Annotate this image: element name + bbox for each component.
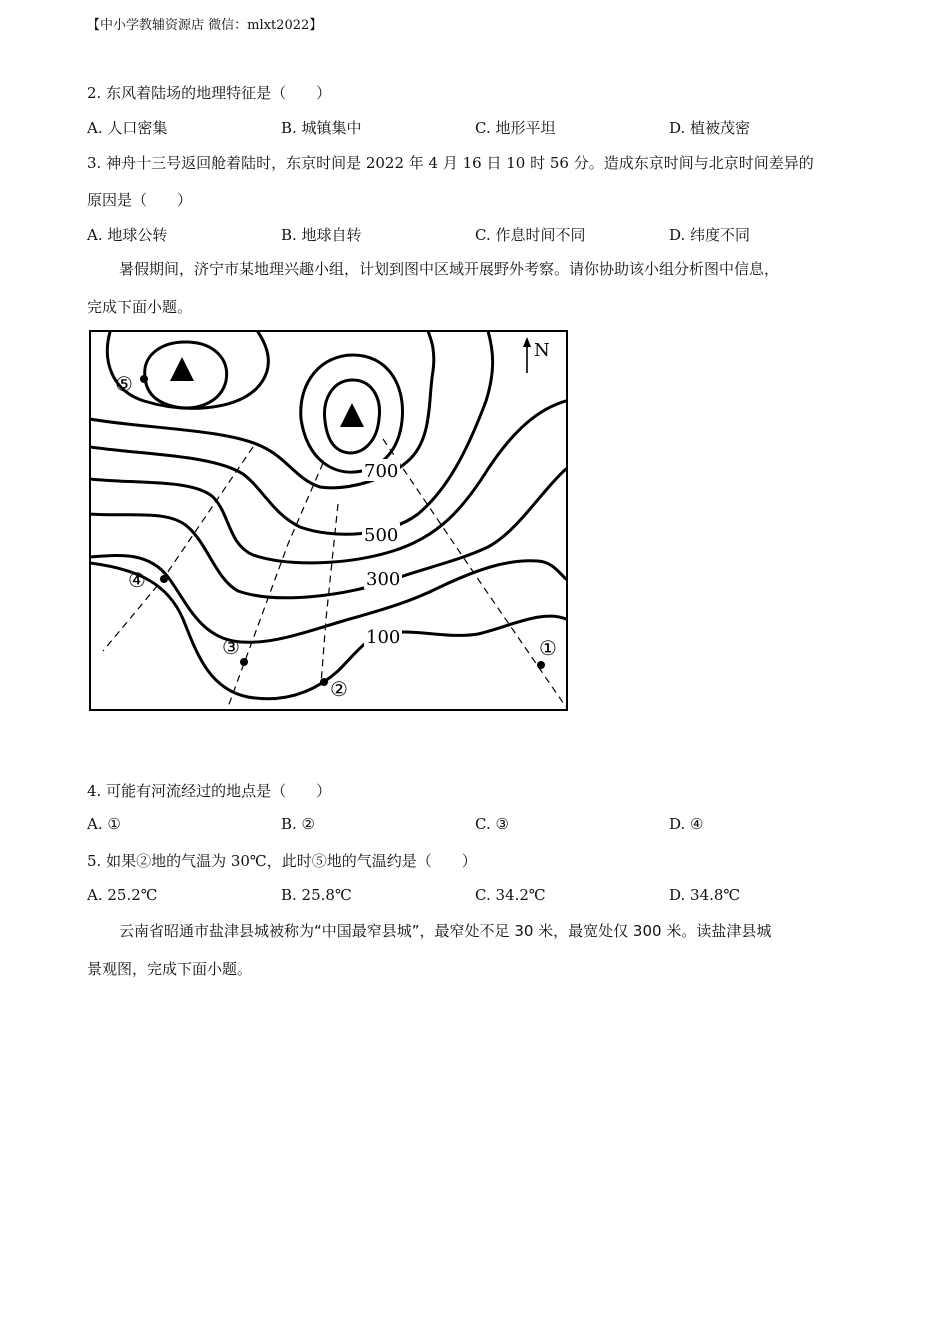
point-3-label: ③: [222, 635, 240, 659]
contour-label-100: 100: [366, 627, 401, 648]
contour-map: [88, 329, 570, 714]
intro-paragraph-2-line2: 景观图，完成下面小题。: [87, 960, 253, 978]
intro-paragraph-1-line2: 完成下面小题。: [87, 298, 193, 316]
q5-option-c: C. 34.2℃: [475, 886, 546, 904]
q3-option-b: B. 地球自转: [281, 226, 362, 244]
question-3-stem-line1: 3. 神舟十三号返回舱着陆时，东京时间是 2022 年 4 月 16 日 10 时 56 分。造成东京时间与北京时间差异的: [87, 154, 814, 172]
intro-paragraph-2-line1: 云南省昭通市盐津县城被称为“中国最窄县城”，最窄处不足 30 米，最宽处仅 300 米。读盐津县城: [119, 922, 772, 940]
map-border: [90, 331, 567, 710]
q4-option-c: C. ③: [475, 815, 509, 833]
q5-option-d: D. 34.8℃: [669, 886, 741, 904]
question-2-stem: 2. 东风着陆场的地理特征是（ ）: [87, 84, 332, 102]
q2-option-a: A. 人口密集: [87, 119, 168, 137]
q3-option-d: D. 纬度不同: [669, 226, 751, 244]
point-2-label: ②: [330, 677, 348, 701]
q2-option-d: D. 植被茂密: [669, 119, 751, 137]
point-4-dot: [160, 575, 168, 583]
question-5-stem: 5. 如果②地的气温为 30℃，此时⑤地的气温约是（ ）: [87, 852, 477, 870]
q3-option-c: C. 作息时间不同: [475, 226, 586, 244]
q4-option-d: D. ④: [669, 815, 704, 833]
q2-option-c: C. 地形平坦: [475, 119, 556, 137]
question-3-stem-line2: 原因是（ ）: [87, 191, 193, 209]
point-5-dot: [140, 375, 148, 383]
q5-option-a: A. 25.2℃: [87, 886, 158, 904]
point-5-label: ⑤: [115, 372, 133, 396]
q2-option-b: B. 城镇集中: [281, 119, 362, 137]
question-4-stem: 4. 可能有河流经过的地点是（ ）: [87, 782, 332, 800]
q5-option-b: B. 25.8℃: [281, 886, 352, 904]
point-1-label: ①: [539, 636, 557, 660]
page-header: 【中小学教辅资源店 微信：mlxt2022】: [87, 18, 323, 33]
point-4-label: ④: [128, 568, 146, 592]
contour-label-300: 300: [366, 569, 401, 590]
q3-option-a: A. 地球公转: [87, 226, 168, 244]
q4-option-a: A. ①: [87, 815, 121, 833]
contour-label-500: 500: [364, 525, 399, 546]
north-label: N: [534, 340, 550, 361]
point-1-dot: [537, 661, 545, 669]
point-3-dot: [240, 658, 248, 666]
contour-label-700: 700: [364, 461, 399, 482]
q4-option-b: B. ②: [281, 815, 316, 833]
point-2-dot: [320, 678, 328, 686]
intro-paragraph-1-line1: 暑假期间，济宁市某地理兴趣小组，计划到图中区域开展野外考察。请你协助该小组分析图中信息，: [119, 260, 780, 278]
